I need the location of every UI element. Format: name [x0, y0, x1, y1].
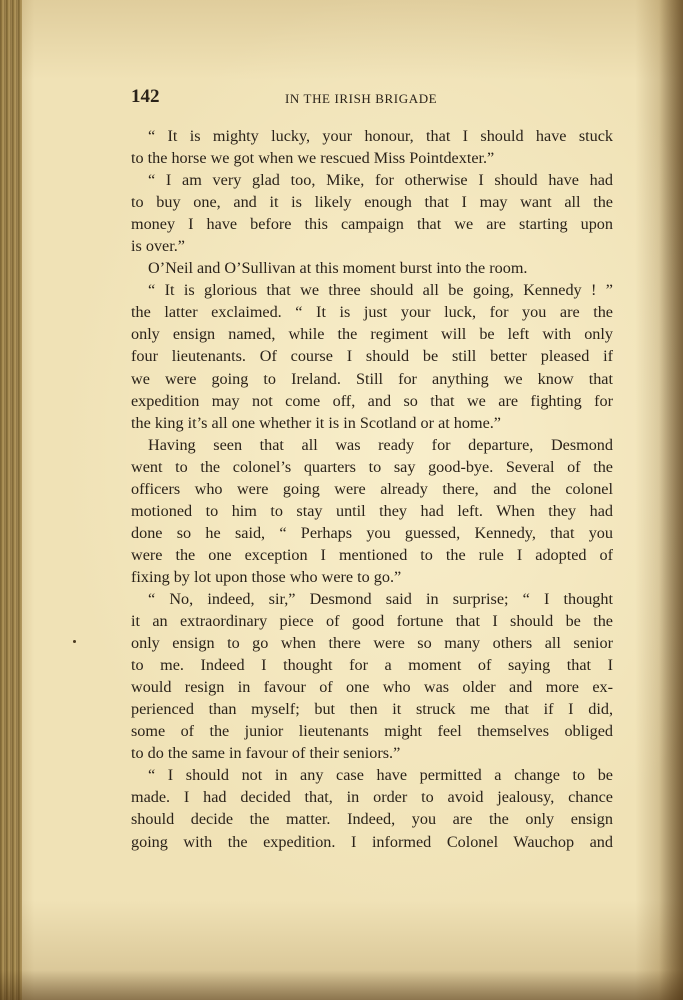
text-line: should decide the matter. Indeed, you are the only ensign — [131, 810, 613, 829]
page-binding — [0, 0, 22, 1000]
text-line: only ensign to go when there were so many others all senior — [131, 634, 613, 653]
page-bottom-shadow — [0, 970, 683, 1000]
text-line: made. I had decided that, in order to avoid jealousy, chance — [131, 788, 613, 807]
text-line: expedition may not come off, and so that we are fighting for — [131, 391, 613, 410]
text-line: we were going to Ireland. Still for anything we know that — [131, 369, 613, 388]
text-line: O’Neil and O’Sullivan at this moment burst into the room. — [148, 259, 528, 278]
paragraph — [131, 279, 613, 433]
text-line: the latter exclaimed. “ It is just your luck, for you are the — [131, 303, 613, 322]
text-line: “ I am very glad too, Mike, for otherwise I should have had — [148, 171, 613, 190]
text-line: only ensign named, while the regiment will be left with only — [131, 325, 613, 344]
page-header — [131, 86, 613, 110]
text-line: were the one exception I mentioned to the rule I adopted of — [131, 545, 613, 564]
text-line: would resign in favour of one who was older and more ex- — [131, 678, 613, 697]
running-head: IN THE IRISH BRIGADE — [285, 91, 438, 106]
text-line: it an extraordinary piece of good fortune that I should be the — [131, 612, 613, 631]
text-line: done so he said, “ Perhaps you guessed, Kennedy, that you — [131, 523, 613, 542]
text-line: the king it’s all one whether it is in Scotland or at home.” — [131, 413, 501, 432]
text-line: “ I should not in any case have permitted a change to be — [148, 766, 613, 785]
text-line: fixing by lot upon those who were to go.” — [131, 567, 402, 586]
paragraph — [131, 434, 613, 588]
text-line: to buy one, and it is likely enough that I may want all the — [131, 193, 613, 212]
paragraph — [131, 764, 613, 852]
paragraph — [131, 257, 613, 279]
page-number: 142 — [131, 86, 160, 107]
text-line: perienced than myself; but then it struck me that if I did, — [131, 700, 613, 719]
text-line: went to the colonel’s quarters to say good-bye. Several of the — [131, 457, 613, 476]
text-line: to do the same in favour of their seniors.” — [131, 744, 401, 763]
text-line: “ It is mighty lucky, your honour, that I should have stuck — [148, 127, 613, 145]
text-line: going with the expedition. I informed Colonel Wauchop and — [131, 832, 613, 851]
text-line: to me. Indeed I thought for a moment of saying that I — [131, 656, 613, 675]
paragraph — [131, 169, 613, 257]
text-line: Having seen that all was ready for departure, Desmond — [148, 435, 613, 454]
text-line: money I have before this campaign that we are starting upon — [131, 215, 613, 234]
text-line: officers who were going were already there, and the colonel — [131, 479, 613, 498]
paragraph — [131, 125, 613, 169]
text-line: some of the junior lieutenants might feel themselves obliged — [131, 722, 613, 741]
margin-mark — [73, 640, 76, 643]
text-line: is over.” — [131, 237, 185, 256]
text-line: “ No, indeed, sir,” Desmond said in surprise; “ I thought — [148, 589, 613, 608]
text-line: “ It is glorious that we three should all be going, Kennedy ! ” — [148, 281, 613, 300]
paragraph — [131, 588, 613, 764]
text-line: to the horse we got when we rescued Miss Pointdexter.” — [131, 149, 495, 168]
body-text — [131, 125, 613, 853]
text-line: four lieutenants. Of course I should be still better pleased if — [131, 347, 613, 366]
page-edge-shadow — [659, 0, 683, 1000]
text-line: motioned to him to stay until they had left. When they had — [131, 501, 613, 520]
